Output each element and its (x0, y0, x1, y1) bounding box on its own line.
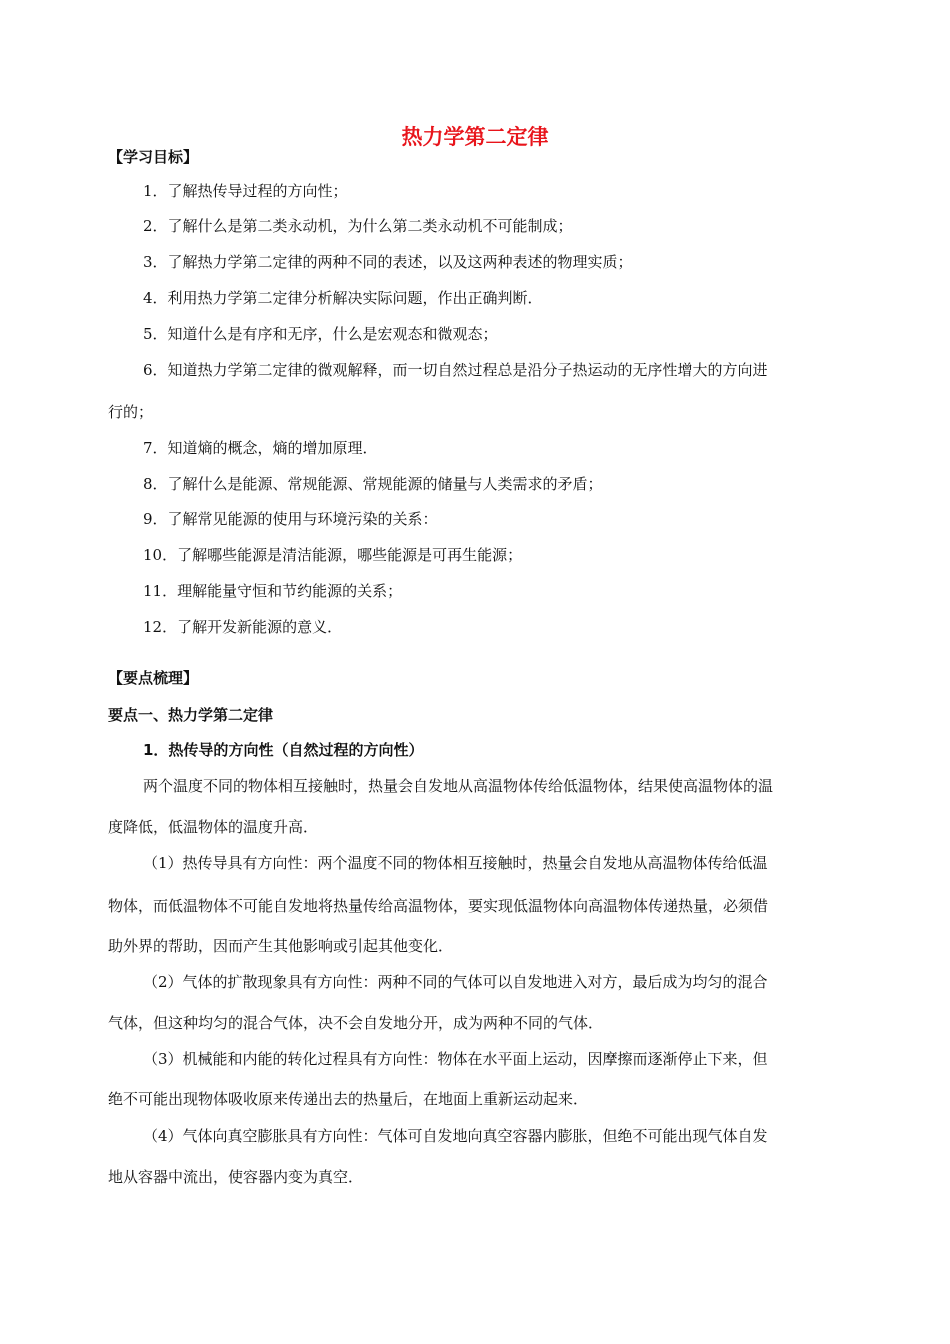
paragraph-line: （4）气体向真空膨胀具有方向性：气体可自发地向真空容器内膨胀，但绝不可能出现气体自发 (143, 1127, 768, 1145)
paragraph-line: 度降低，低温物体的温度升高． (108, 818, 319, 836)
objective-item: 7．知道熵的概念，熵的增加原理． (143, 439, 378, 457)
objective-item: 6．知道热力学第二定律的微观解释，而一切自然过程总是沿分子热运动的无序性增大的方向进 (143, 361, 768, 379)
objective-item: 1．了解热传导过程的方向性； (143, 182, 348, 200)
objective-item: 3．了解热力学第二定律的两种不同的表述，以及这两种表述的物理实质； (143, 253, 633, 271)
objective-item: 10．了解哪些能源是清洁能源，哪些能源是可再生能源； (143, 546, 523, 564)
paragraph-line: 地从容器中流出，使容器内变为真空． (108, 1168, 364, 1186)
paragraph-line: （2）气体的扩散现象具有方向性：两种不同的气体可以自发地进入对方，最后成为均匀的混合 (143, 973, 768, 991)
objective-item: 4．利用热力学第二定律分析解决实际问题，作出正确判断． (143, 289, 543, 307)
paragraph-line: 两个温度不同的物体相互接触时，热量会自发地从高温物体传给低温物体，结果使高温物体的温 (143, 777, 774, 795)
objective-item: 12．了解开发新能源的意义． (143, 618, 343, 636)
section-heading-objectives: 【学习目标】 (108, 148, 199, 166)
section-heading-key-points: 【要点梳理】 (108, 669, 199, 687)
paragraph-line: 绝不可能出现物体吸收原来传递出去的热量后，在地面上重新运动起来． (108, 1090, 589, 1108)
paragraph-line: 助外界的帮助，因而产生其他影响或引起其他变化． (108, 937, 454, 955)
objective-item: 5．知道什么是有序和无序，什么是宏观态和微观态； (143, 325, 498, 343)
paragraph-line: （3）机械能和内能的转化过程具有方向性：物体在水平面上运动，因摩擦而逐渐停止下来，但 (143, 1050, 768, 1068)
objective-item: 9．了解常见能源的使用与环境污染的关系： (143, 510, 438, 528)
sub-point-heading: 1．热传导的方向性（自然过程的方向性） (143, 741, 424, 759)
objective-item: 8．了解什么是能源、常规能源、常规能源的储量与人类需求的矛盾； (143, 475, 603, 493)
objective-item-continuation: 行的； (108, 403, 154, 421)
objective-item: 2．了解什么是第二类永动机，为什么第二类永动机不可能制成； (143, 217, 573, 235)
key-point-heading: 要点一、热力学第二定律 (108, 706, 274, 724)
paragraph-line: 物体，而低温物体不可能自发地将热量传给高温物体，要实现低温物体向高温物体传递热量，必须借 (108, 897, 769, 915)
objective-item: 11．理解能量守恒和节约能源的关系； (143, 582, 403, 600)
document-title: 热力学第二定律 (401, 125, 549, 149)
paragraph-line: 气体，但这种均匀的混合气体，决不会自发地分开，成为两种不同的气体． (108, 1014, 604, 1032)
paragraph-line: （1）热传导具有方向性：两个温度不同的物体相互接触时，热量会自发地从高温物体传给低温 (143, 854, 768, 872)
